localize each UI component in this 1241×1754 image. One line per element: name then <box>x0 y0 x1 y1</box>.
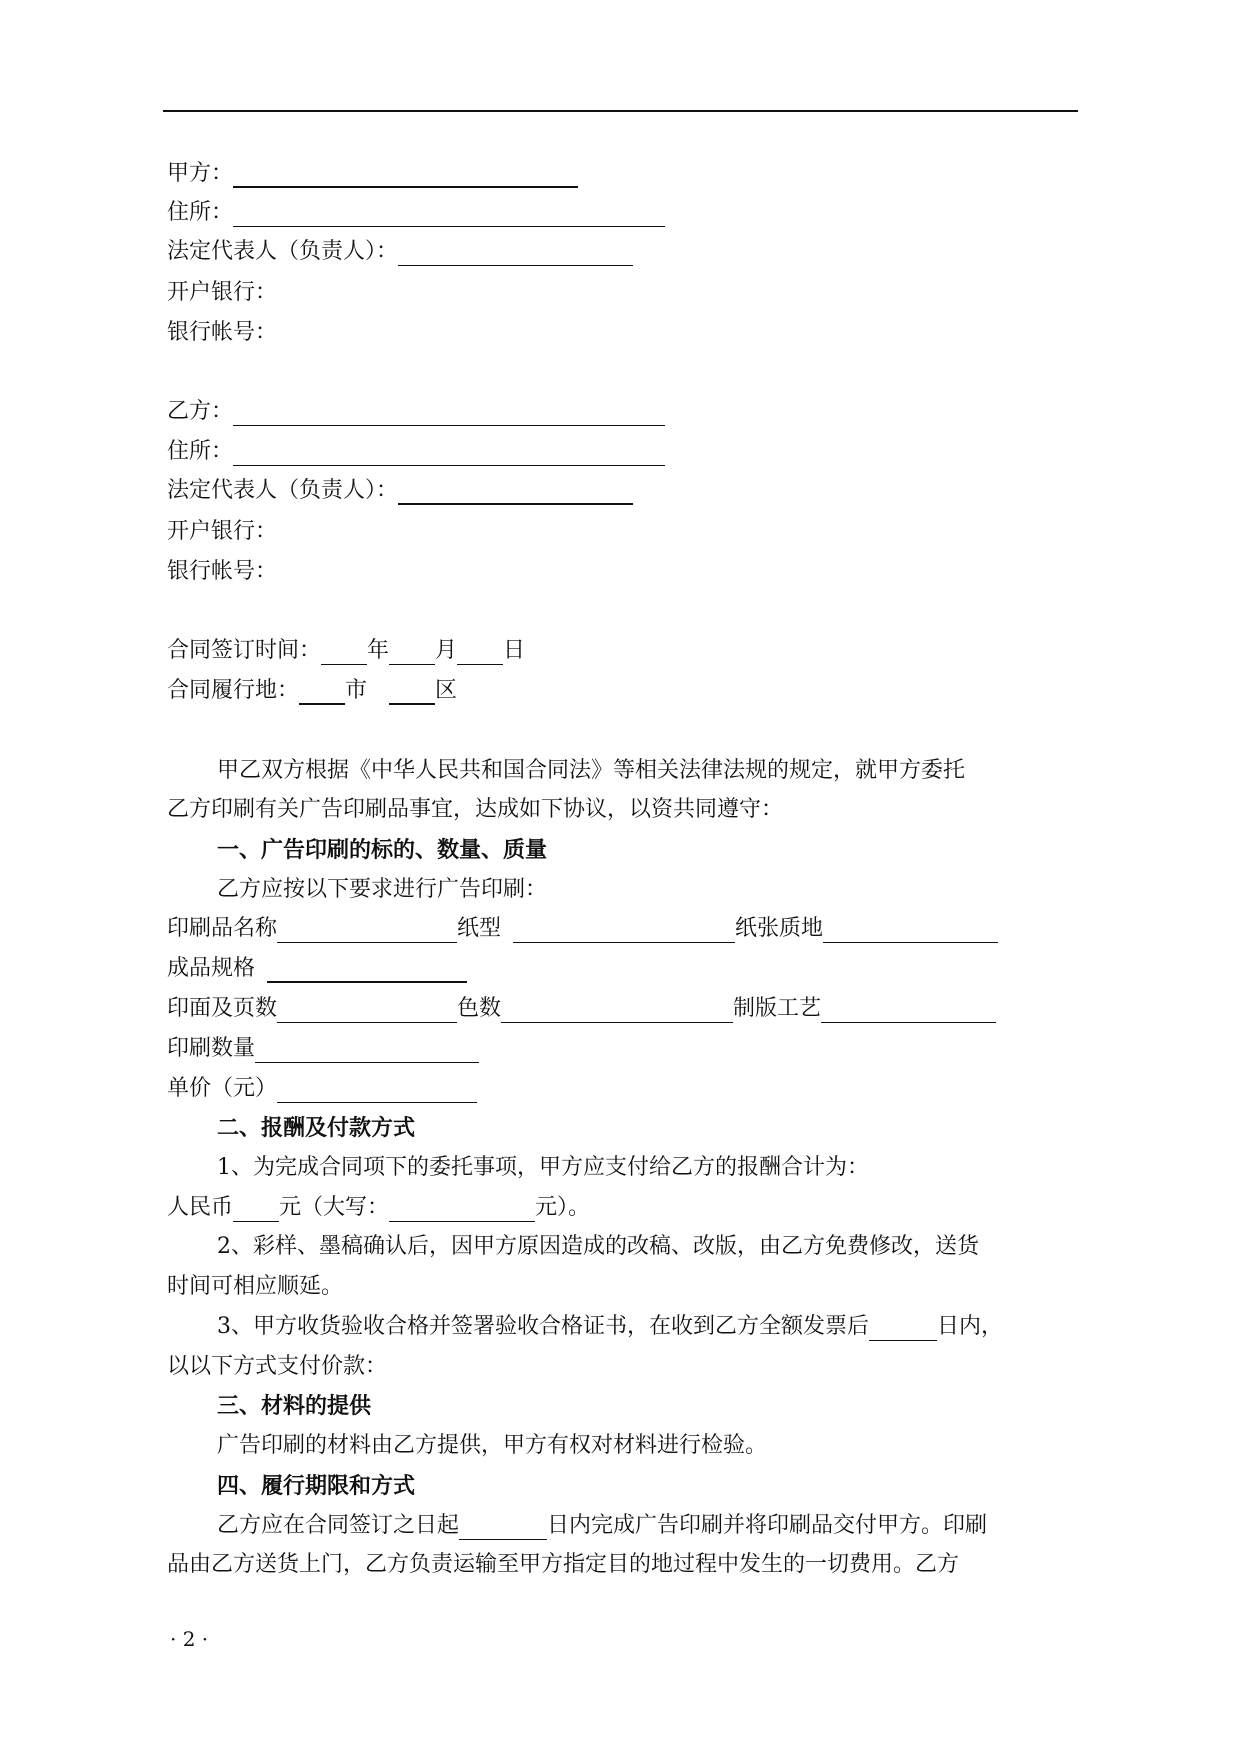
party-b-name-line <box>167 398 665 426</box>
place-district-field[interactable] <box>389 681 435 705</box>
product-spec-field[interactable] <box>267 959 467 983</box>
place-district-label: 区 <box>435 678 458 703</box>
paper-quality-field[interactable] <box>823 920 998 943</box>
party-b-name-field[interactable] <box>233 403 665 426</box>
party-b-address-field[interactable] <box>233 443 665 466</box>
section-1-heading: 一、广告印刷的标的、数量、质量 <box>217 837 548 863</box>
print-spec-row-3 <box>167 995 996 1023</box>
performance-place-label: 合同履行地： <box>167 678 300 703</box>
payment-days-field[interactable] <box>869 1318 937 1341</box>
section-3-heading: 三、材料的提供 <box>217 1393 372 1419</box>
pages-label: 印面及页数 <box>167 996 278 1021</box>
colors-label: 色数 <box>457 996 502 1021</box>
party-a-name-label: 甲方： <box>167 161 234 186</box>
preamble-line-2: 乙方印刷有关广告印刷品事宜，达成如下协议，以资共同遵守： <box>167 797 784 822</box>
party-a-rep-line <box>167 238 633 266</box>
payment-item-2-line-2: 时间可相应顺延。 <box>167 1274 344 1299</box>
party-a-address-field[interactable] <box>233 204 665 227</box>
section-4-heading: 四、履行期限和方式 <box>217 1473 416 1499</box>
party-a-rep-field[interactable] <box>398 243 633 266</box>
payment-item-3-text: 3、甲方收货验收合格并签署验收合格证书，在收到乙方全额发票后 <box>217 1314 869 1339</box>
section-4-text-a: 乙方应在合同签订之日起 <box>217 1513 460 1538</box>
party-a-rep-label: 法定代表人（负责人）： <box>167 239 399 264</box>
payment-amount-line <box>167 1194 590 1222</box>
print-spec-row-2 <box>167 955 467 983</box>
payment-days-label: 日内， <box>937 1314 1004 1339</box>
signing-day-label: 日 <box>503 638 526 663</box>
payment-item-3-line-2: 以以下方式支付价款： <box>167 1354 388 1379</box>
signing-year-field[interactable] <box>321 642 367 665</box>
performance-place-line <box>167 677 457 705</box>
party-a-name-field[interactable] <box>233 164 578 188</box>
print-spec-row-1 <box>167 915 998 943</box>
place-city-label: 市 <box>345 678 368 703</box>
place-city-field[interactable] <box>299 681 345 705</box>
product-spec-label: 成品规格 <box>167 956 256 981</box>
payment-item-2-line-1: 2、彩样、墨稿确认后，因甲方原因造成的改稿、改版，由乙方免费修改，送货 <box>217 1234 979 1259</box>
party-a-bank-label: 开户银行： <box>167 280 278 305</box>
colors-field[interactable] <box>501 1000 733 1023</box>
party-b-bank-label: 开户银行： <box>167 519 278 544</box>
print-spec-row-4 <box>167 1035 479 1063</box>
completion-days-field[interactable] <box>459 1517 547 1540</box>
payment-item-1: 1、为完成合同项下的委托事项，甲方应支付给乙方的报酬合计为： <box>217 1155 869 1180</box>
section-2-heading: 二、报酬及付款方式 <box>217 1115 416 1141</box>
signing-day-field[interactable] <box>457 642 503 665</box>
pages-field[interactable] <box>277 1000 457 1023</box>
party-b-name-label: 乙方： <box>167 399 234 424</box>
yuan-daxie-label: 元（大写： <box>279 1195 390 1220</box>
rmb-amount-field[interactable] <box>233 1199 279 1222</box>
print-spec-row-5 <box>167 1075 477 1103</box>
rmb-daxie-field[interactable] <box>389 1199 535 1222</box>
signing-date-label: 合同签订时间： <box>167 638 322 663</box>
party-b-rep-line <box>167 477 633 505</box>
signing-year-label: 年 <box>367 638 390 663</box>
signing-month-field[interactable] <box>389 642 435 665</box>
party-a-address-label: 住所： <box>167 200 234 225</box>
quantity-label: 印刷数量 <box>167 1036 256 1061</box>
section-4-line-1 <box>217 1512 987 1540</box>
payment-item-3-line-1 <box>217 1313 1003 1341</box>
preamble-line-1: 甲乙双方根据《中华人民共和国合同法》等相关法律法规的规定，就甲方委托 <box>217 758 966 783</box>
paper-type-field[interactable] <box>513 920 735 943</box>
unit-price-label: 单价（元） <box>167 1076 278 1101</box>
signing-month-label: 月 <box>435 638 458 663</box>
section-1-intro: 乙方应按以下要求进行广告印刷： <box>217 877 548 902</box>
signing-date-line <box>167 637 525 665</box>
section-4-text-b: 日内完成广告印刷并将印刷品交付甲方。印刷 <box>547 1513 988 1538</box>
section-3-text: 广告印刷的材料由乙方提供，甲方有权对材料进行检验。 <box>217 1433 768 1458</box>
party-b-rep-label: 法定代表人（负责人）： <box>167 478 399 503</box>
rmb-label: 人民币 <box>167 1195 234 1220</box>
plate-field[interactable] <box>821 1000 996 1023</box>
party-b-address-label: 住所： <box>167 439 234 464</box>
party-b-account-label: 银行帐号： <box>167 559 278 584</box>
section-4-line-2: 品由乙方送货上门，乙方负责运输至甲方指定目的地过程中发生的一切费用。乙方 <box>167 1552 960 1577</box>
page-number: · 2 · <box>170 1627 209 1651</box>
party-b-address-line <box>167 438 665 466</box>
print-name-field[interactable] <box>277 920 457 943</box>
paper-quality-label: 纸张质地 <box>735 916 824 941</box>
paper-type-label: 纸型 <box>457 916 502 941</box>
party-b-rep-field[interactable] <box>398 481 633 505</box>
header-rule <box>163 110 1078 112</box>
plate-label: 制版工艺 <box>733 996 822 1021</box>
yuan-end-label: 元）。 <box>535 1195 591 1220</box>
print-name-label: 印刷品名称 <box>167 916 278 941</box>
unit-price-field[interactable] <box>277 1080 477 1103</box>
party-a-name-line <box>167 160 578 188</box>
party-a-account-label: 银行帐号： <box>167 320 278 345</box>
party-a-address-line <box>167 199 665 227</box>
quantity-field[interactable] <box>255 1040 479 1063</box>
